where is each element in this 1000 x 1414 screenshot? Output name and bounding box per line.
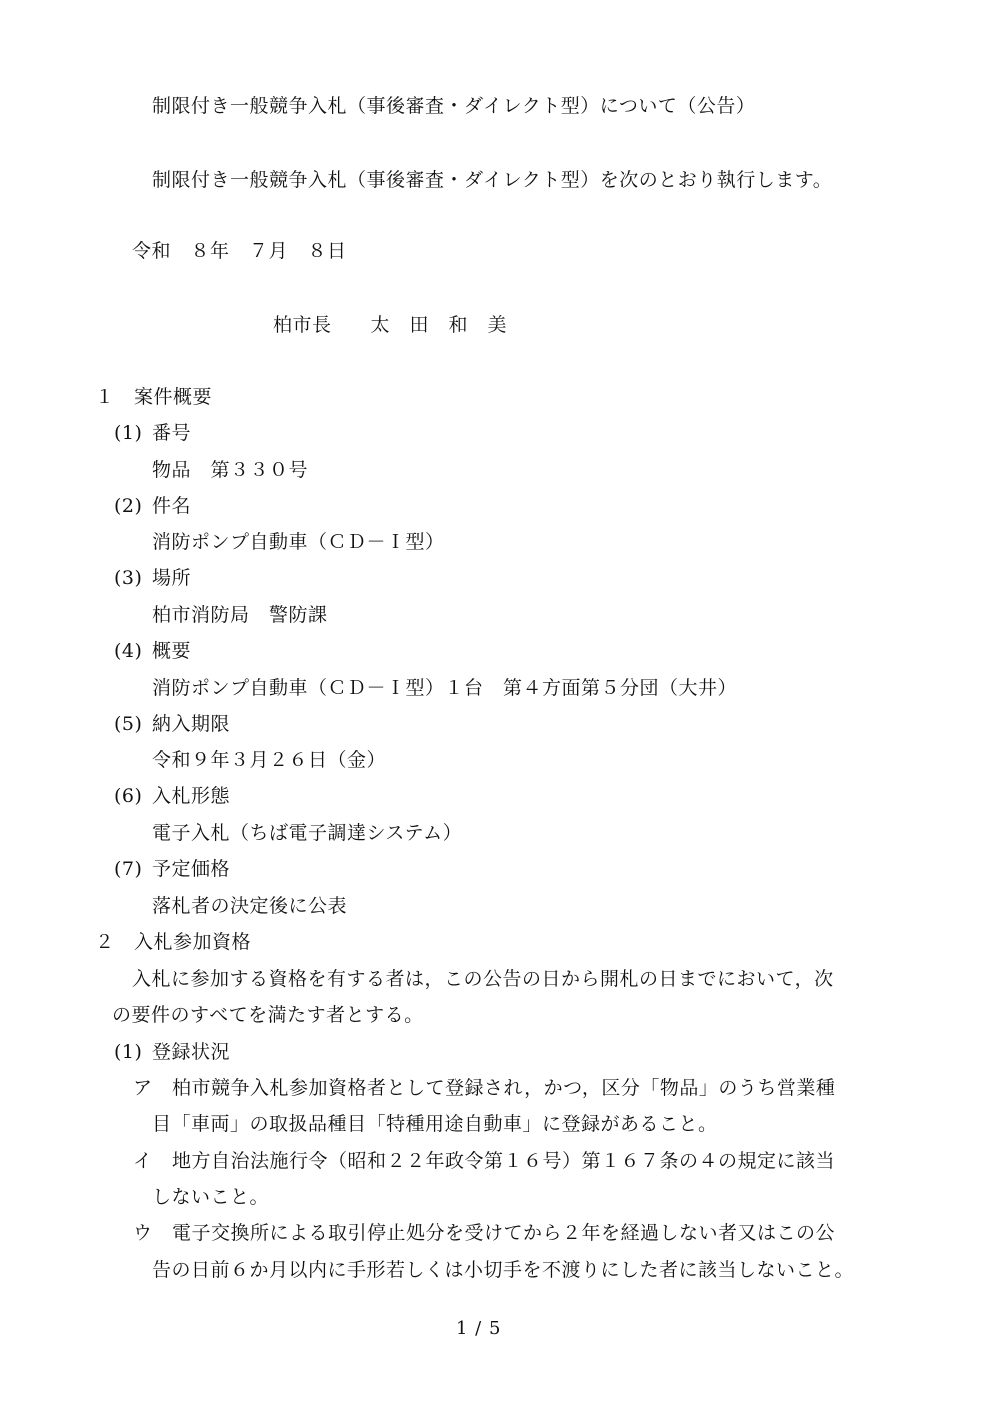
clause-mark: イ: [133, 1150, 153, 1172]
issuer-name: 柏市長 太 田 和 美: [273, 314, 508, 336]
item-label: (2): [114, 495, 143, 517]
item-title: 入札形態: [152, 785, 231, 807]
clause-text: 柏市競争入札参加資格者として登録され，かつ，区分「物品」のうち営業種: [172, 1077, 836, 1099]
page-number: 1 / 5: [456, 1318, 502, 1339]
item-label: (5): [114, 713, 143, 735]
clause-text: 地方自治法施行令（昭和２２年政令第１６号）第１６７条の４の規定に該当: [172, 1150, 836, 1172]
notice-title: 制限付き一般競争入札（事後審査・ダイレクト型）について（公告）: [152, 95, 756, 117]
clause-text-continued: しないこと。: [152, 1186, 270, 1208]
clause-text-continued: 目「車両」の取扱品種目「特種用途自動車」に登録があること。: [152, 1113, 718, 1135]
item-label: (1): [114, 422, 143, 444]
item-title: 番号: [152, 422, 192, 444]
section2-intro: 入札に参加する資格を有する者は，この公告の日から開札の日までにおいて，次: [132, 968, 834, 990]
section2-intro-continued: の要件のすべてを満たす者とする。: [112, 1004, 424, 1026]
item-value: 物品 第３３０号: [152, 459, 309, 481]
item-label: (3): [114, 567, 143, 589]
clause-mark: ア: [133, 1077, 153, 1099]
item-title: 場所: [152, 567, 192, 589]
clause-text-continued: 告の日前６か月以内に手形若しくは小切手を不渡りにした者に該当しないこと。: [152, 1259, 855, 1281]
item-label: (4): [114, 640, 143, 662]
intro-text: 制限付き一般競争入札（事後審査・ダイレクト型）を次のとおり執行します。: [152, 169, 833, 191]
item-value: 消防ポンプ自動車（ＣＤ－Ｉ型）１台 第４方面第５分団（大井）: [152, 677, 738, 699]
item-value: 柏市消防局 警防課: [152, 604, 328, 626]
section2-heading: ２ 入札参加資格: [95, 931, 252, 953]
subsection-title: 登録状況: [152, 1041, 231, 1063]
item-title: 件名: [152, 495, 192, 517]
item-value: 令和９年３月２６日（金）: [152, 749, 387, 771]
item-label: (7): [114, 858, 143, 880]
item-value: 消防ポンプ自動車（ＣＤ－Ｉ型）: [152, 531, 445, 553]
clause-mark: ウ: [133, 1222, 153, 1244]
item-title: 概要: [152, 640, 192, 662]
item-title: 予定価格: [152, 858, 231, 880]
issue-date: 令和 ８年 ７月 ８日: [132, 240, 347, 262]
section1-heading: １ 案件概要: [95, 386, 213, 408]
item-value: 電子入札（ちば電子調達システム）: [152, 822, 463, 844]
subsection-label: (1): [114, 1041, 143, 1063]
item-title: 納入期限: [152, 713, 231, 735]
clause-text: 電子交換所による取引停止処分を受けてから２年を経過しない者又はこの公: [172, 1222, 836, 1244]
item-value: 落札者の決定後に公表: [152, 895, 348, 917]
item-label: (6): [114, 785, 143, 807]
